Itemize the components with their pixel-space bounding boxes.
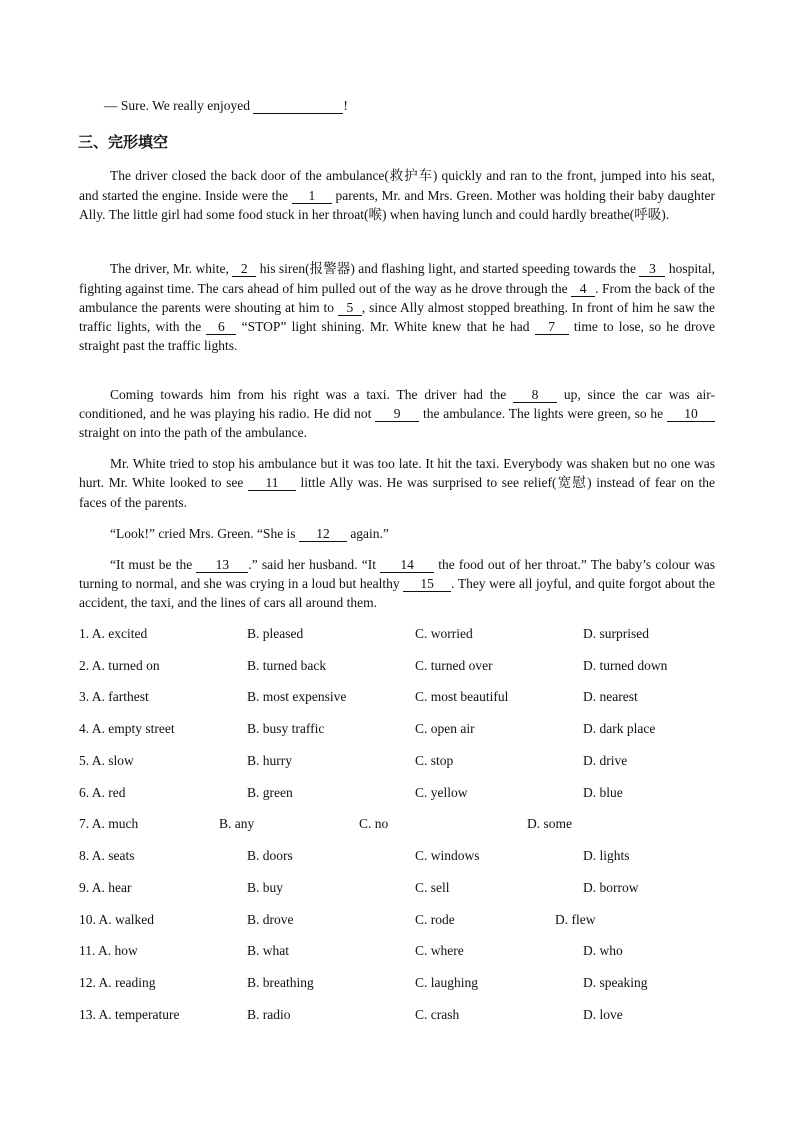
passage-paragraph-2: [79, 259, 715, 355]
intro-dialogue-text: — Sure. We really enjoyed: [104, 98, 254, 113]
option-b[interactable]: B. radio: [247, 1007, 291, 1022]
option-c[interactable]: C. turned over: [415, 658, 493, 673]
option-b[interactable]: B. most expensive: [247, 689, 347, 704]
text-span: ) and flashing light, and started speeding towards the: [350, 261, 640, 276]
text-span: “Look!” cried Mrs. Green. “She is: [110, 526, 299, 541]
option-c[interactable]: C. rode: [415, 912, 455, 927]
text-span: . They were all joyful, and quite forgot about the accident, the taxi, and the lines of cars all around them.: [79, 576, 716, 610]
chinese-gloss: 宽慰: [556, 475, 588, 491]
chinese-gloss: 救护车: [388, 168, 433, 184]
option-a[interactable]: 10. A. walked: [79, 912, 154, 927]
chinese-gloss: 报警器: [309, 261, 351, 277]
option-c[interactable]: C. open air: [415, 721, 475, 736]
option-b[interactable]: B. doors: [247, 848, 293, 863]
blank-13[interactable]: 13: [196, 558, 248, 573]
option-b[interactable]: B. turned back: [247, 658, 327, 673]
option-b[interactable]: B. busy traffic: [247, 721, 325, 736]
option-c[interactable]: C. no: [359, 816, 389, 831]
option-b[interactable]: B. buy: [247, 880, 284, 895]
option-a[interactable]: 3. A. farthest: [79, 689, 149, 704]
text-span: ) when having lunch and could hardly breathe(: [381, 207, 635, 222]
passage-paragraph-3: [79, 385, 715, 442]
chinese-gloss: 喉: [368, 207, 382, 223]
option-d[interactable]: D. drive: [583, 753, 628, 768]
text-span: the ambulance. The lights were green, so he: [419, 406, 667, 421]
option-d[interactable]: D. borrow: [583, 880, 639, 895]
blank-7[interactable]: 7: [535, 320, 569, 335]
text-span: The driver closed the back door of the ambulance(: [110, 168, 389, 183]
option-c[interactable]: C. stop: [415, 753, 454, 768]
blank-2[interactable]: 2: [232, 262, 256, 277]
option-a[interactable]: 2. A. turned on: [79, 658, 160, 673]
text-span: “STOP” light shining. Mr. White knew that he had: [236, 319, 535, 334]
option-a[interactable]: 9. A. hear: [79, 880, 132, 895]
blank-15[interactable]: 15: [403, 577, 451, 592]
option-c[interactable]: C. worried: [415, 626, 473, 641]
option-a[interactable]: 7. A. much: [79, 816, 139, 831]
passage-paragraph-5: [79, 524, 715, 543]
text-span: ) quickly and ran to the front, jumped into his seat, and started the engine. Inside were the: [79, 168, 715, 203]
text-span: .” said her husband. “It: [248, 557, 381, 572]
option-b[interactable]: B. hurry: [247, 753, 292, 768]
option-d[interactable]: D. nearest: [583, 689, 638, 704]
blank-4[interactable]: 4: [571, 282, 595, 297]
option-a[interactable]: 8. A. seats: [79, 848, 135, 863]
option-d[interactable]: D. blue: [583, 785, 623, 800]
section-heading: 三、完形填空: [78, 133, 169, 151]
option-d[interactable]: D. dark place: [583, 721, 656, 736]
option-b[interactable]: B. any: [219, 816, 255, 831]
passage-paragraph-1: [79, 166, 715, 225]
option-c[interactable]: C. sell: [415, 880, 450, 895]
text-span: parents, Mr. and Mrs. Green. Mother was holding their baby daughter Ally. The little girl had some food stuck in her throat(: [79, 188, 715, 222]
option-c[interactable]: C. crash: [415, 1007, 460, 1022]
text-span: “It must be the: [110, 557, 197, 572]
chinese-gloss: 呼吸: [634, 207, 662, 223]
option-b[interactable]: B. what: [247, 943, 289, 958]
option-a[interactable]: 13. A. temperature: [79, 1007, 180, 1022]
option-c[interactable]: C. windows: [415, 848, 480, 863]
blank-1[interactable]: 1: [292, 189, 332, 204]
text-span: . From the back of the ambulance the parents were shouting at him to: [79, 281, 715, 315]
text-span: the food out of her throat.” The baby’s colour was turning to normal, and she was crying in a loud but healthy: [79, 557, 715, 591]
blank-6[interactable]: 6: [206, 320, 236, 335]
text-span: hospital, fighting against time. The cars ahead of him pulled out of the way as he drove through the: [79, 261, 716, 296]
intro-dialogue-line: [104, 98, 348, 114]
text-span: his siren(: [256, 261, 310, 276]
text-span: The driver, Mr. white,: [110, 261, 233, 276]
text-span: time to lose, so he drove straight past the traffic lights.: [79, 319, 715, 353]
text-span: straight on into the path of the ambulance.: [79, 425, 307, 440]
blank-12[interactable]: 12: [299, 527, 347, 542]
text-span: again.”: [346, 526, 389, 541]
blank-11[interactable]: 11: [248, 476, 296, 491]
option-a[interactable]: 1. A. excited: [79, 626, 148, 641]
option-a[interactable]: 4. A. empty street: [79, 721, 175, 736]
option-a[interactable]: 12. A. reading: [79, 975, 156, 990]
text-span: ).: [661, 207, 670, 222]
option-b[interactable]: B. pleased: [247, 626, 304, 641]
option-b[interactable]: B. green: [247, 785, 293, 800]
intro-answer-blank[interactable]: [253, 99, 343, 114]
text-span: ) instead of fear on the faces of the parents.: [79, 475, 715, 510]
option-d[interactable]: D. speaking: [583, 975, 648, 990]
option-a[interactable]: 6. A. red: [79, 785, 126, 800]
blank-9[interactable]: 9: [375, 407, 419, 422]
option-b[interactable]: B. drove: [247, 912, 294, 927]
text-span: little Ally was. He was surprised to see relief(: [295, 475, 557, 490]
text-span: up, since the car was air-conditioned, and he was playing his radio. He did not: [79, 387, 715, 421]
option-d[interactable]: D. love: [583, 1007, 623, 1022]
text-span: Mr. White tried to stop his ambulance but it was too late. It hit the taxi. Everybody was shaken but no one was hurt. Mr. White looked to see: [79, 456, 715, 490]
option-d[interactable]: D. turned down: [583, 658, 668, 673]
option-c[interactable]: C. most beautiful: [415, 689, 509, 704]
blank-5[interactable]: 5: [338, 301, 362, 316]
intro-dialogue-end: !: [343, 98, 348, 113]
blank-14[interactable]: 14: [380, 558, 434, 573]
option-d[interactable]: D. flew: [555, 912, 596, 927]
blank-3[interactable]: 3: [639, 262, 665, 277]
option-d[interactable]: D. lights: [583, 848, 630, 863]
option-c[interactable]: C. where: [415, 943, 464, 958]
blank-10[interactable]: 10: [667, 407, 715, 422]
option-d[interactable]: D. who: [583, 943, 623, 958]
option-c[interactable]: C. laughing: [415, 975, 478, 990]
text-span: Coming towards him from his right was a taxi. The driver had the: [110, 387, 514, 402]
blank-8[interactable]: 8: [513, 388, 557, 403]
passage-paragraph-6: [79, 555, 715, 612]
option-b[interactable]: B. breathing: [247, 975, 314, 990]
option-a[interactable]: 5. A. slow: [79, 753, 134, 768]
option-c[interactable]: C. yellow: [415, 785, 468, 800]
option-d[interactable]: D. some: [527, 816, 572, 831]
passage-paragraph-4: [79, 454, 715, 512]
option-a[interactable]: 11. A. how: [79, 943, 138, 958]
option-d[interactable]: D. surprised: [583, 626, 649, 641]
text-span: , since Ally almost stopped breathing. In front of him he saw the traffic lights, with the: [79, 300, 715, 334]
